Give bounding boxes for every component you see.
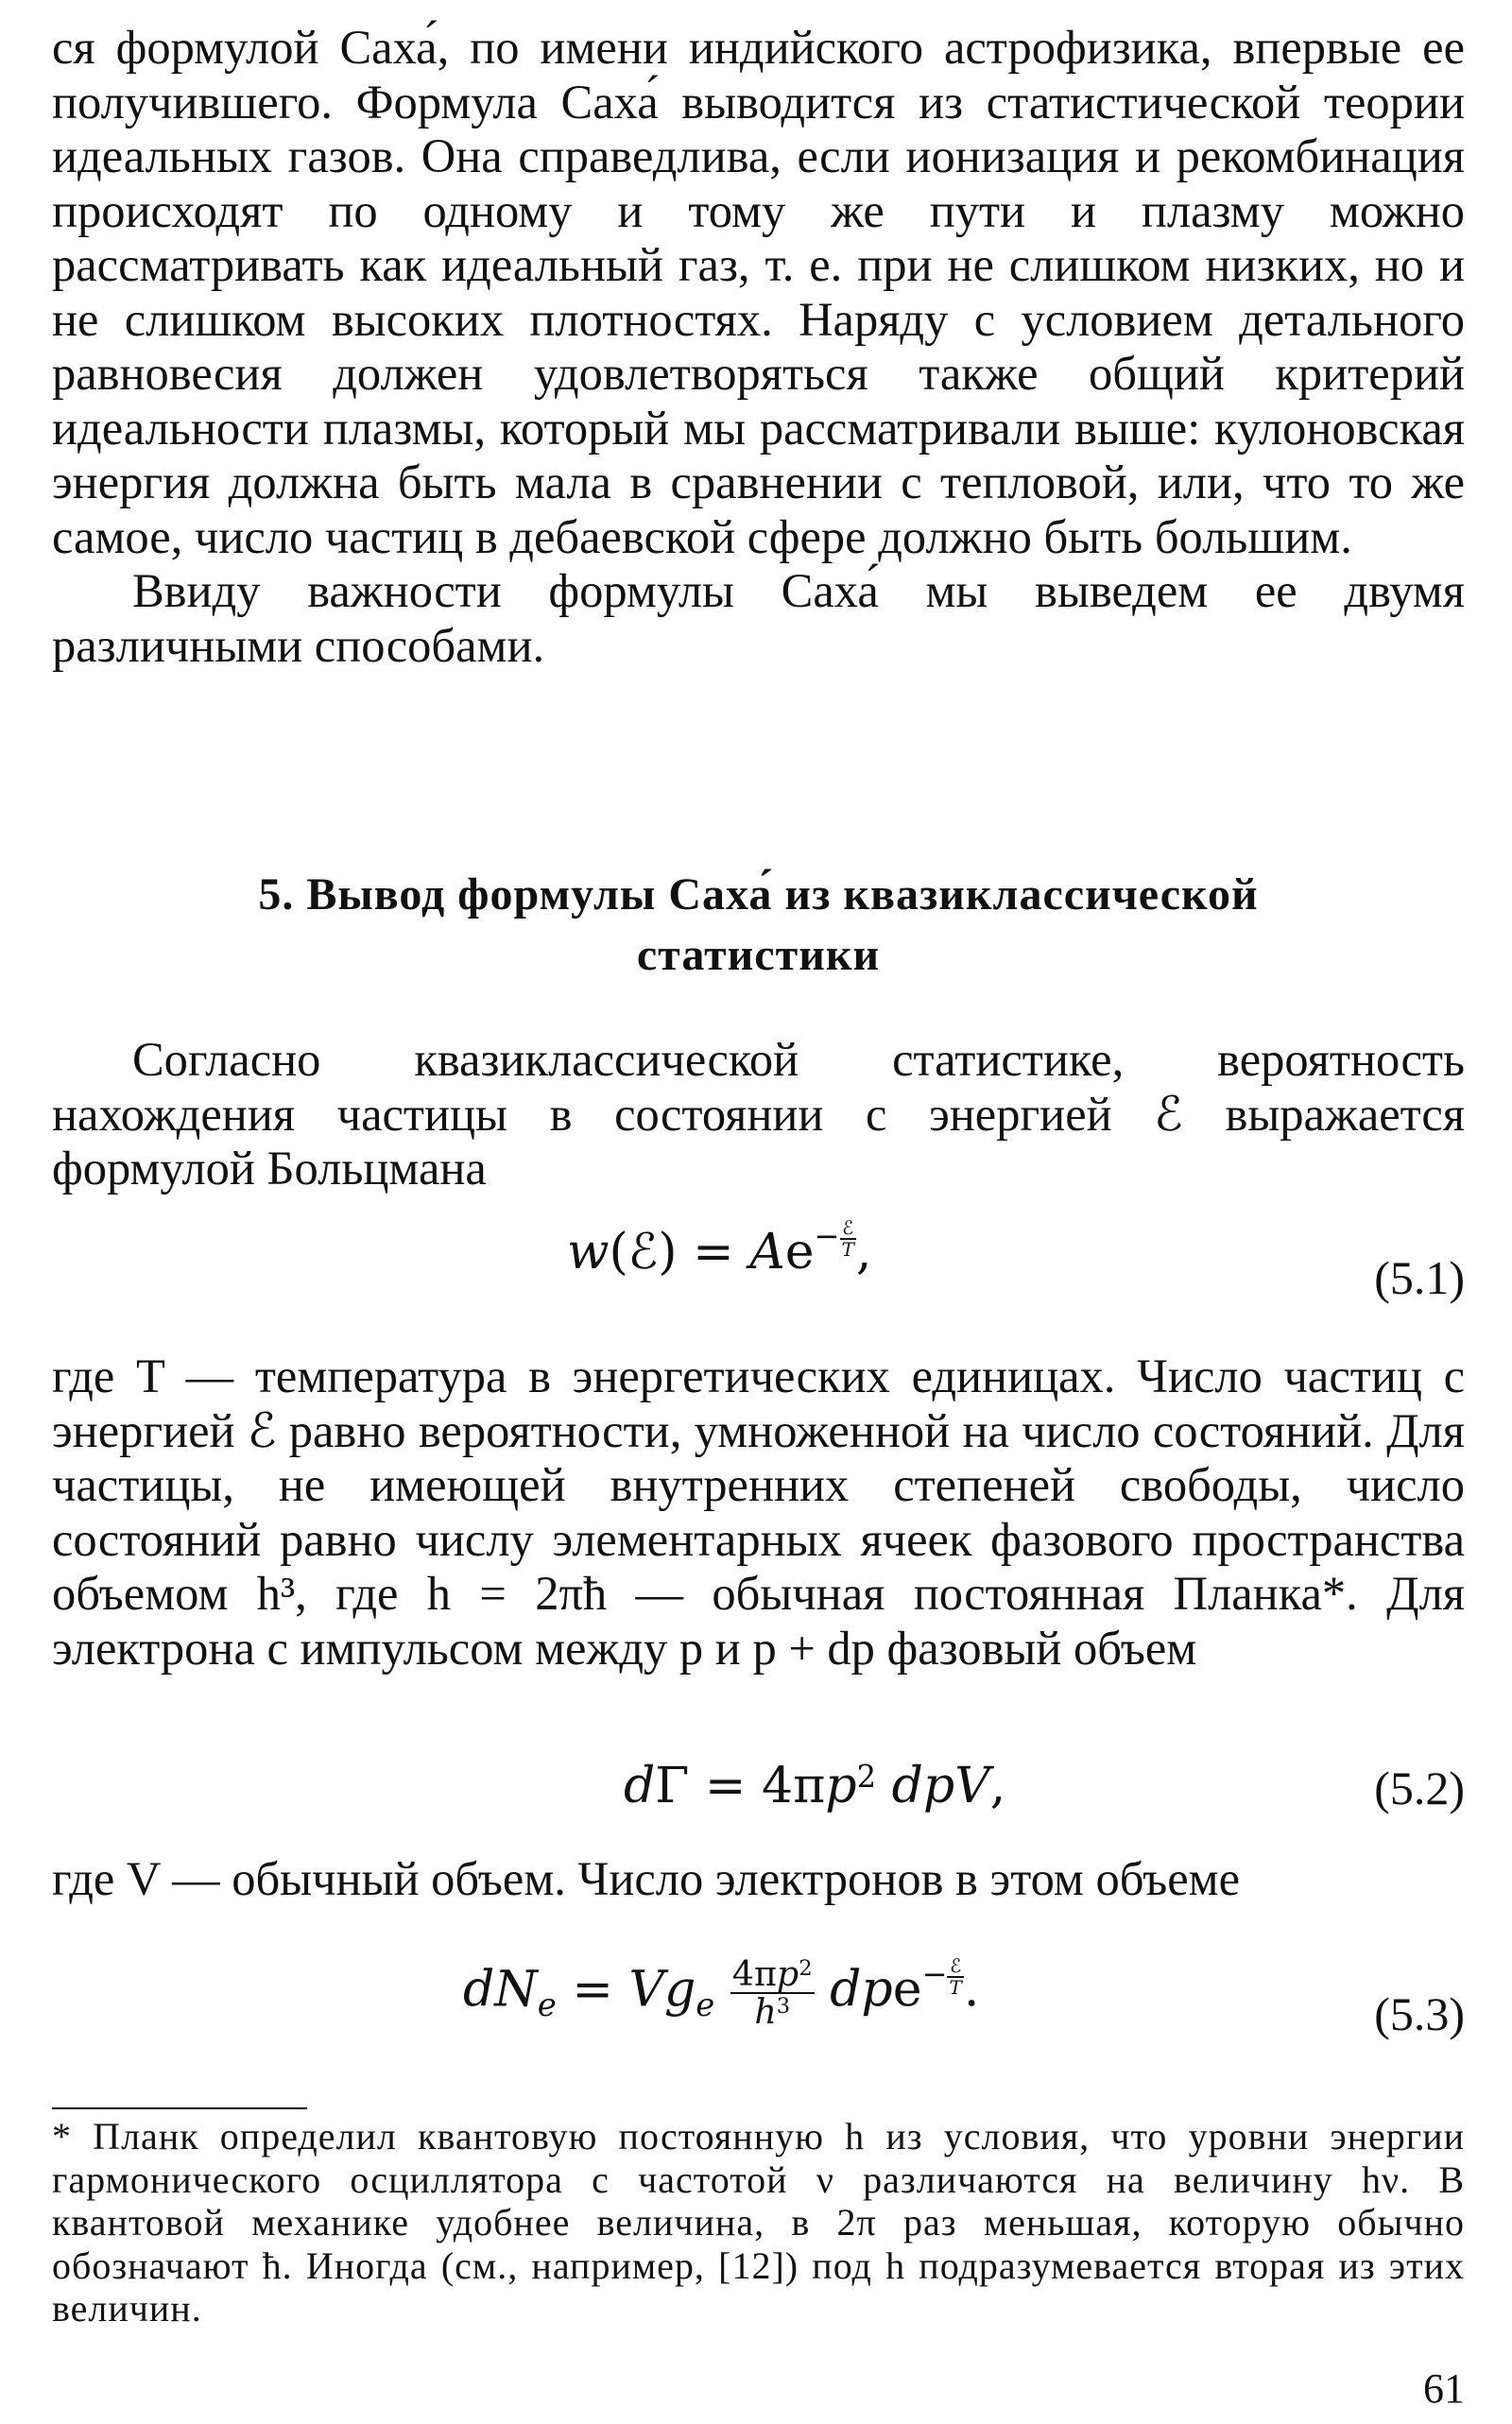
text-block-intro xyxy=(52,21,1465,673)
equation-5-3 xyxy=(52,1937,1465,2060)
section-title-line-1: 5. Вывод формулы Саха́ из квазиклассической xyxy=(258,869,1259,920)
section-title-line-2: статистики xyxy=(636,930,881,980)
footnote: * Планк определил квантовую постоянную h из условия, что уровни энергии гармонического осциллятора с частотой ν различаются на величину hν. В квантовой механике удобнее величина, в 2π раз меньшая, которую обычно обозначают ħ. Иногда (см., например, [12]) под h подразумевается вторая из этих величин. xyxy=(52,2115,1465,2329)
text-block-phase-space xyxy=(52,1350,1465,1676)
paragraph-two-methods: Ввиду важности формулы Саха́ мы выведем ее двумя различными способами. xyxy=(52,564,1465,672)
equation-5-1-expression: w(ℰ) = $Ae^{- \frac{\text{ℰ}}{T}}$ , xyxy=(567,1215,872,1281)
page-number: 61 xyxy=(1423,2365,1465,2412)
text-block-electrons xyxy=(52,1852,1465,1907)
equation-5-1-number: (5.1) xyxy=(1374,1251,1465,1304)
equation-5-2-expression: $d\Gamma = 4\pi p^2$ dpV, xyxy=(624,1758,1006,1814)
paragraph-electrons: где V — обычный объем. Число электронов в этом объеме xyxy=(52,1852,1241,1905)
equation-5-3-expression: dNe = Vge $\frac{4\pi p^2}{h^3}$ dpe$^{- \frac{\text{ℰ}}{T}}$ . xyxy=(463,1953,980,2033)
paragraph-saha-intro: ся формулой Саха́, по имени индийского астрофизика, впервые ее получившего. Формула Саха́ выводится из статистической теории идеальных газов. Она справедлива, если ионизация и рекомбинация происходят по одному и тому же пути и плазму можно рассматривать как идеальный газ, т. е. при не слишком низких, но и не слишком высоких плотностях. Наряду с условием детального равновесия должен удовлетворяться также общий критерий идеальности плазмы, который мы рассматривали выше: кулоновская энергия должна быть мала в сравнении с тепловой, или, что то же самое, число частиц в дебаевской сфере должно быть большим. xyxy=(52,21,1465,563)
footnote-divider xyxy=(52,2107,307,2109)
text-block-boltzmann xyxy=(52,1033,1465,1196)
equation-5-2 xyxy=(52,1753,1465,1829)
equation-5-1 xyxy=(52,1205,1465,1328)
section-title xyxy=(52,865,1465,986)
equation-5-2-number: (5.2) xyxy=(1374,1762,1465,1814)
paragraph-boltzmann: Согласно квазиклассической статистике, вероятность нахождения частицы в состоянии с энергией ℰ выражается формулой Больцмана xyxy=(52,1033,1465,1195)
equation-5-3-number: (5.3) xyxy=(1374,1987,1465,2040)
paragraph-phase-space: где T — температура в энергетических единицах. Число частиц с энергией ℰ равно вероятности, умноженной на число состояний. Для частицы, не имеющей внутренних степеней свободы, число состояний равно числу элементарных ячеек фазового пространства объемом h³, где h = 2πħ — обычная постоянная Планка*. Для электрона с импульсом между p и p + dp фазовый объем xyxy=(52,1350,1465,1675)
